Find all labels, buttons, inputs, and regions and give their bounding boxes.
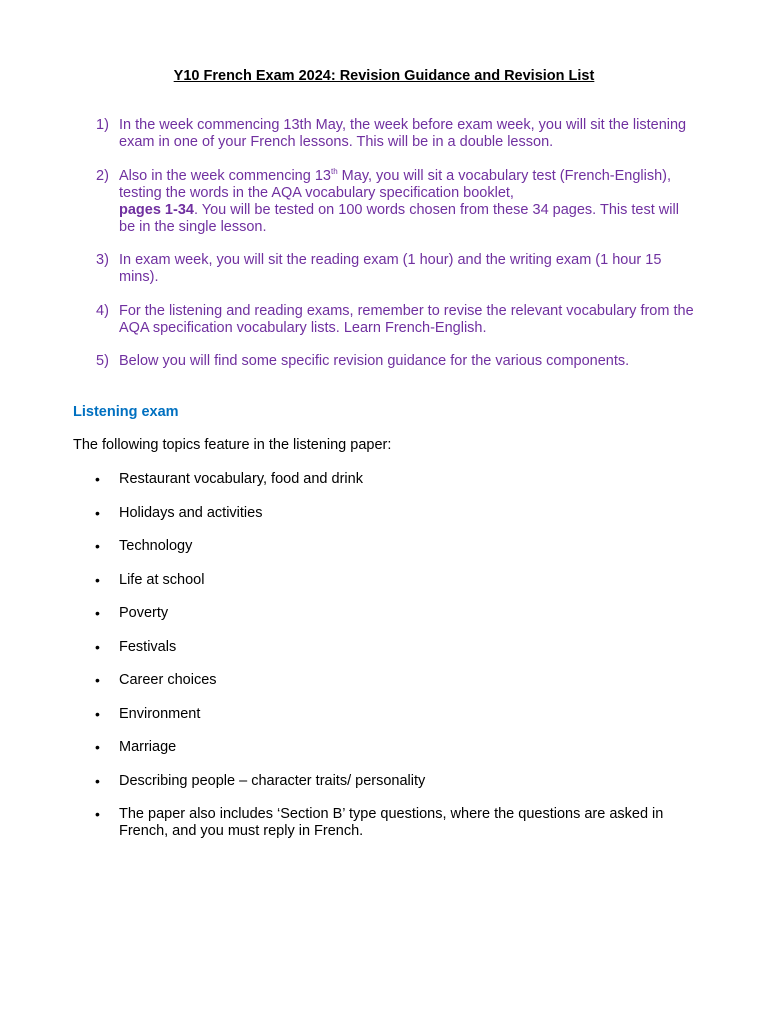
listening-exam-heading: Listening exam xyxy=(73,404,179,420)
bullet-icon: • xyxy=(95,638,100,655)
topic-item xyxy=(72,639,696,656)
topic-text: Technology xyxy=(119,538,193,554)
topic-text: Life at school xyxy=(119,571,205,588)
topic-text: Environment xyxy=(119,705,201,722)
bullet-icon: • xyxy=(95,571,100,588)
item-number: 3) xyxy=(96,252,109,268)
item-text: Below you will find some specific revision guidance for the various components. xyxy=(119,353,630,369)
item-text-part-a: Also in the week commencing 13 xyxy=(119,167,331,184)
topic-item xyxy=(72,672,696,689)
topic-text: Describing people – character traits/ personality xyxy=(119,772,426,789)
listening-topics-list xyxy=(72,471,696,857)
item-text: In exam week, you will sit the reading exam (1 hour) and the writing exam (1 hour 15 mins). xyxy=(119,252,662,285)
instruction-item-3 xyxy=(72,252,696,286)
instruction-item-4 xyxy=(72,303,696,337)
topic-text: Marriage xyxy=(119,739,177,755)
topic-text: Poverty xyxy=(119,605,169,621)
bullet-icon: • xyxy=(95,471,100,487)
topic-item xyxy=(72,706,696,723)
item-text-part-c: . You will be tested on 100 words chosen from these 34 pages. This test will be in the single lesson. xyxy=(119,201,679,235)
topic-item xyxy=(72,773,696,790)
topic-item xyxy=(72,471,696,488)
page-range-emphasis: pages 1-34 xyxy=(119,201,194,218)
bullet-icon: • xyxy=(95,806,100,822)
bullet-icon: • xyxy=(95,504,100,521)
item-number: 4) xyxy=(96,302,109,319)
topic-item xyxy=(72,806,696,840)
instruction-item-2 xyxy=(72,168,696,236)
item-number: 5) xyxy=(96,353,109,369)
topic-text: Restaurant vocabulary, food and drink xyxy=(119,471,363,487)
topic-text: Festivals xyxy=(119,638,177,655)
item-number: 1) xyxy=(96,117,109,133)
bullet-icon: • xyxy=(95,672,100,688)
item-text-part-b: May, you will sit a vocabulary test (French-English), testing the words in the AQA vocabulary specification booklet, xyxy=(119,167,672,201)
instruction-item-1 xyxy=(72,117,696,151)
instruction-item-5 xyxy=(72,353,696,370)
bullet-icon: • xyxy=(95,772,100,789)
topic-item xyxy=(72,572,696,589)
document-title: Y10 French Exam 2024: Revision Guidance and Revision List xyxy=(173,68,595,84)
ordinal-suffix: th xyxy=(330,166,338,176)
topic-text: The paper also includes ‘Section B’ type questions, where the questions are asked in French, and you must reply in French. xyxy=(119,806,664,839)
item-text: For the listening and reading exams, remember to revise the relevant vocabulary from the AQA specification vocabulary lists. Learn French-English. xyxy=(119,302,694,336)
bullet-icon: • xyxy=(95,538,100,554)
topic-item xyxy=(72,605,696,622)
item-text: In the week commencing 13th May, the week before exam week, you will sit the listening exam in one of your French lessons. This will be in a double lesson. xyxy=(119,117,687,150)
topic-text: Holidays and activities xyxy=(119,504,263,521)
topic-item xyxy=(72,538,696,555)
topic-item xyxy=(72,505,696,522)
listening-intro-text: The following topics feature in the listening paper: xyxy=(73,437,392,453)
instructions-list xyxy=(72,117,696,387)
bullet-icon: • xyxy=(95,739,100,755)
topic-item xyxy=(72,739,696,756)
topic-text: Career choices xyxy=(119,672,217,688)
bullet-icon: • xyxy=(95,605,100,621)
item-number: 2) xyxy=(96,167,109,184)
bullet-icon: • xyxy=(95,705,100,722)
